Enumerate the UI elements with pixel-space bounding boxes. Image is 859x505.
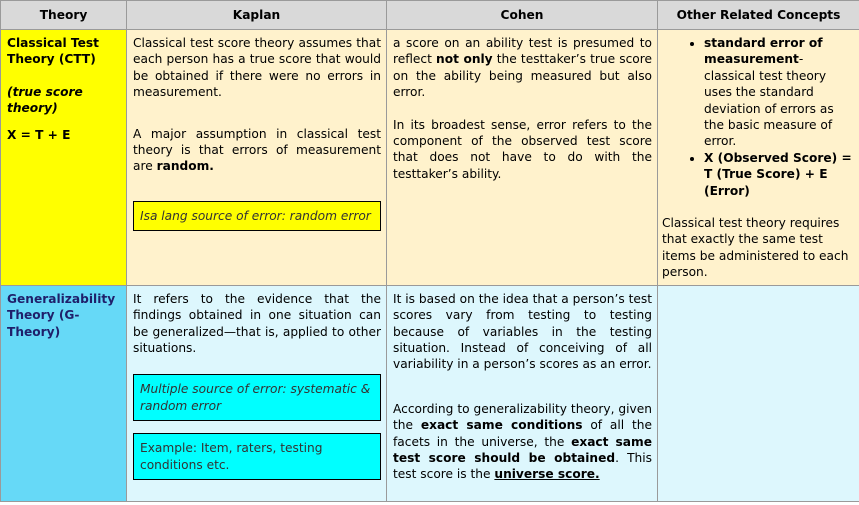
ctt-other-cell [658, 30, 859, 286]
ctt-cohen-cell [387, 30, 658, 286]
ctt-formula: X = T + E [7, 127, 71, 142]
ctt-name: Classical Test Theory (CTT) [7, 36, 99, 67]
gt-cohen-p1: It is based on the idea that a person’s test scores vary from testing to testing because of variables in the testing situation. Instead of conceiving of all variability in a person’s scores as an error. [393, 291, 652, 372]
gt-kaplan-cell [127, 285, 387, 501]
list-item: • standard error of measurement-classical test theory uses the standard deviation of errors as the basic measure of error. [704, 35, 854, 150]
gt-cohen-p2: According to generalizability theory, given the exact same conditions of all the facets in the universe, the exact same test score should be obtained. This test score is the universe score. [393, 401, 653, 482]
gt-kaplan-p1: It refers to the evidence that the findings obtained in one situation can be generalized—that is, applied to other situations. [133, 291, 381, 355]
ctt-row [1, 30, 859, 286]
header-other: Other Related Concepts [658, 1, 859, 30]
ctt-other-list [662, 35, 854, 199]
gt-other-cell [658, 285, 859, 501]
ctt-cohen-p1: a score on an ability test is presumed to reflect not only the testtaker’s true score on the ability being measured but also error. [393, 36, 652, 100]
header-theory: Theory [1, 1, 127, 30]
ctt-cohen-p2: In its broadest sense, error refers to the component of the observed test score that does not have to do with the testtaker’s ability. [393, 117, 652, 181]
ctt-kaplan-p2: A major assumption in classical test theory is that errors of measurement are random. [133, 126, 381, 174]
header-kaplan: Kaplan [127, 1, 387, 30]
ctt-other-note: Classical test theory requires that exactly the same test items be administered to each person. [662, 216, 849, 280]
gt-name: Generalizability Theory (G-Theory) [7, 291, 116, 339]
header-row [1, 1, 859, 30]
gt-theory-cell [1, 285, 127, 501]
ctt-kaplan-box: Isa lang source of error: random error [133, 201, 381, 231]
gt-cohen-cell [387, 285, 658, 501]
ctt-theory-cell [1, 30, 127, 286]
ctt-kaplan-p1: Classical test score theory assumes that each person has a true score that would be obtained if there were no errors in measurement. [133, 36, 381, 100]
header-cohen: Cohen [387, 1, 658, 30]
list-item: • X (Observed Score) = T (True Score) + E (Error) [704, 150, 854, 199]
gt-row [1, 285, 859, 501]
gt-kaplan-box1: Multiple source of error: systematic & random error [133, 374, 381, 421]
ctt-subtitle: (true score theory) [7, 84, 83, 116]
ctt-kaplan-cell [127, 30, 387, 286]
gt-kaplan-box2: Example: Item, raters, testing conditions etc. [133, 433, 381, 480]
